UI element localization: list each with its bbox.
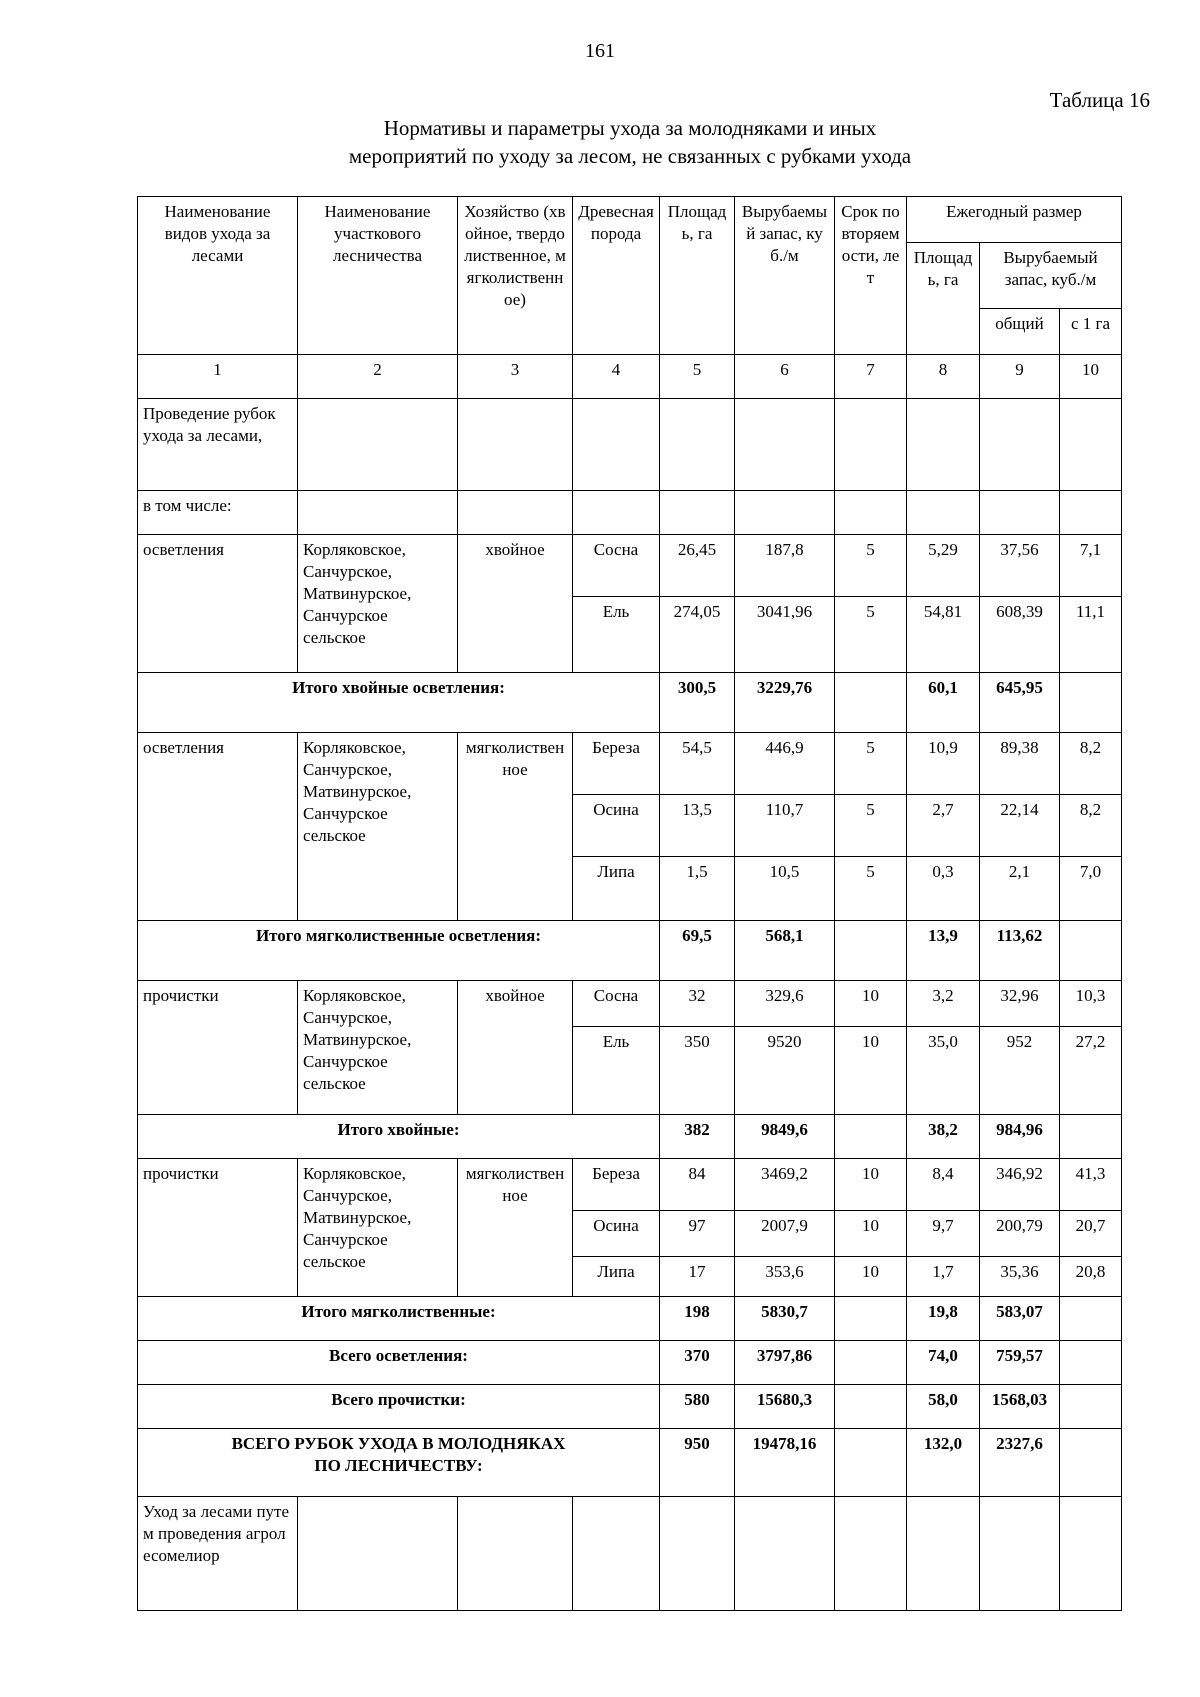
area: 13,5 (660, 795, 735, 857)
care-type: осветления (138, 733, 298, 921)
subtotal-row (138, 1297, 1122, 1341)
subtotal-annual-area: 38,2 (907, 1115, 980, 1159)
subtotal-stock: 3229,76 (735, 673, 835, 733)
subtotal-annual-total: 984,96 (980, 1115, 1060, 1159)
header-care-type: Наименование видов ухода за лесами (138, 197, 298, 355)
per-ha: 41,3 (1060, 1159, 1122, 1211)
subtotal-annual-total: 645,95 (980, 673, 1060, 733)
annual-area: 0,3 (907, 857, 980, 921)
stock: 110,7 (735, 795, 835, 857)
stock: 3469,2 (735, 1159, 835, 1211)
header-per-ha: с 1 га (1060, 309, 1122, 355)
incl-label: в том числе: (138, 491, 298, 535)
total-clean-area: 580 (660, 1385, 735, 1429)
stock: 9520 (735, 1027, 835, 1115)
stock: 329,6 (735, 981, 835, 1027)
col-num: 8 (907, 355, 980, 399)
table-row (138, 981, 1122, 1027)
annual-total: 346,92 (980, 1159, 1060, 1211)
period: 5 (835, 857, 907, 921)
header-area: Площадь, га (660, 197, 735, 355)
species: Береза (573, 733, 660, 795)
stock: 187,8 (735, 535, 835, 597)
col-num: 7 (835, 355, 907, 399)
period: 10 (835, 1257, 907, 1297)
period: 5 (835, 597, 907, 673)
stock: 353,6 (735, 1257, 835, 1297)
subtotal-label: Итого мягколиственные осветления: (138, 921, 660, 981)
column-number-row (138, 355, 1122, 399)
subtotal-label: Итого мягколиственные: (138, 1297, 660, 1341)
intro-row (138, 399, 1122, 491)
grand-total-row (138, 1429, 1122, 1497)
species: Осина (573, 795, 660, 857)
grand-total-stock: 19478,16 (735, 1429, 835, 1497)
annual-area: 10,9 (907, 733, 980, 795)
subtotal-label: Итого хвойные осветления: (138, 673, 660, 733)
header-annual-area: Площадь, га (907, 243, 980, 355)
header-row-1 (138, 197, 1122, 243)
annual-area: 1,7 (907, 1257, 980, 1297)
annual-total: 22,14 (980, 795, 1060, 857)
forestry-names: Корляковское, Санчурское, Матвинурское, Санчурское сельское (298, 1159, 458, 1297)
period: 5 (835, 535, 907, 597)
period: 5 (835, 733, 907, 795)
stock: 3041,96 (735, 597, 835, 673)
per-ha: 27,2 (1060, 1027, 1122, 1115)
subtotal-area: 300,5 (660, 673, 735, 733)
subtotal-row (138, 921, 1122, 981)
forestry-names: Корляковское, Санчурское, Матвинурское, Санчурское сельское (298, 981, 458, 1115)
table-row (138, 733, 1122, 795)
subtotal-area: 69,5 (660, 921, 735, 981)
area: 350 (660, 1027, 735, 1115)
agro-care-label: Уход за лесами путем проведения агролесомелиор (138, 1497, 298, 1611)
title-line-1: Нормативы и параметры ухода за молодняками и иных (383, 116, 877, 140)
col-num: 1 (138, 355, 298, 399)
species: Липа (573, 1257, 660, 1297)
period: 10 (835, 1211, 907, 1257)
table-title (0, 114, 1200, 170)
per-ha: 20,7 (1060, 1211, 1122, 1257)
forest-care-table (137, 196, 1122, 1611)
table-row (138, 535, 1122, 597)
annual-total: 608,39 (980, 597, 1060, 673)
annual-total: 35,36 (980, 1257, 1060, 1297)
per-ha: 8,2 (1060, 733, 1122, 795)
care-type: прочистки (138, 981, 298, 1115)
area: 54,5 (660, 733, 735, 795)
annual-total: 2,1 (980, 857, 1060, 921)
subtotal-stock: 5830,7 (735, 1297, 835, 1341)
area: 84 (660, 1159, 735, 1211)
col-num: 5 (660, 355, 735, 399)
area: 274,05 (660, 597, 735, 673)
col-num: 3 (458, 355, 573, 399)
species: Сосна (573, 981, 660, 1027)
annual-area: 2,7 (907, 795, 980, 857)
incl-row (138, 491, 1122, 535)
col-num: 9 (980, 355, 1060, 399)
page-number: 161 (585, 40, 615, 62)
subtotal-row (138, 673, 1122, 733)
annual-total: 32,96 (980, 981, 1060, 1027)
header-forestry: Наименование участкового лесничества (298, 197, 458, 355)
table-row (138, 1159, 1122, 1211)
per-ha: 20,8 (1060, 1257, 1122, 1297)
table-label: Таблица 16 (1049, 88, 1150, 112)
annual-area: 8,4 (907, 1159, 980, 1211)
grand-total-label-line-2: ПО ЛЕСНИЧЕСТВУ: (314, 1456, 483, 1475)
grand-total-annual-area: 132,0 (907, 1429, 980, 1497)
col-num: 4 (573, 355, 660, 399)
header-annual: Ежегодный размер (907, 197, 1122, 243)
subtotal-stock: 9849,6 (735, 1115, 835, 1159)
total-light-annual-total: 759,57 (980, 1341, 1060, 1385)
annual-area: 5,29 (907, 535, 980, 597)
area: 97 (660, 1211, 735, 1257)
total-clean-label: Всего прочистки: (138, 1385, 660, 1429)
species: Сосна (573, 535, 660, 597)
subtotal-annual-area: 60,1 (907, 673, 980, 733)
subtotal-area: 382 (660, 1115, 735, 1159)
subtotal-annual-area: 13,9 (907, 921, 980, 981)
subtotal-annual-total: 583,07 (980, 1297, 1060, 1341)
species: Ель (573, 597, 660, 673)
annual-area: 9,7 (907, 1211, 980, 1257)
header-species: Древесная порода (573, 197, 660, 355)
annual-total: 200,79 (980, 1211, 1060, 1257)
per-ha: 7,0 (1060, 857, 1122, 921)
subtotal-annual-area: 19,8 (907, 1297, 980, 1341)
per-ha: 7,1 (1060, 535, 1122, 597)
farm-type: хвойное (458, 981, 573, 1115)
annual-total: 37,56 (980, 535, 1060, 597)
farm-type: мягколиственное (458, 733, 573, 921)
per-ha: 11,1 (1060, 597, 1122, 673)
farm-type: мягколиственное (458, 1159, 573, 1297)
forestry-names: Корляковское, Санчурское, Матвинурское, Санчурское сельское (298, 535, 458, 673)
subtotal-annual-total: 113,62 (980, 921, 1060, 981)
header-farm: Хозяйство (хвойное, твердолиственное, мягколиственное) (458, 197, 573, 355)
species: Осина (573, 1211, 660, 1257)
title-line-2: мероприятий по уходу за лесом, не связанных с рубками ухода (348, 144, 912, 168)
period: 5 (835, 795, 907, 857)
period: 10 (835, 981, 907, 1027)
period: 10 (835, 1027, 907, 1115)
farm-type: хвойное (458, 535, 573, 673)
subtotal-stock: 568,1 (735, 921, 835, 981)
header-annual-total: общий (980, 309, 1060, 355)
species: Береза (573, 1159, 660, 1211)
annual-area: 35,0 (907, 1027, 980, 1115)
per-ha: 10,3 (1060, 981, 1122, 1027)
care-type: осветления (138, 535, 298, 673)
subtotal-row (138, 1115, 1122, 1159)
total-row (138, 1385, 1122, 1429)
care-type: прочистки (138, 1159, 298, 1297)
area: 1,5 (660, 857, 735, 921)
total-light-label: Всего осветления: (138, 1341, 660, 1385)
stock: 446,9 (735, 733, 835, 795)
grand-total-area: 950 (660, 1429, 735, 1497)
grand-total-label (138, 1429, 660, 1497)
period: 10 (835, 1159, 907, 1211)
header-annual-stock: Вырубаемый запас, куб./м (980, 243, 1122, 309)
intro-label: Проведение рубок ухода за лесами, (138, 399, 298, 491)
last-row (138, 1497, 1122, 1611)
total-clean-stock: 15680,3 (735, 1385, 835, 1429)
annual-total: 952 (980, 1027, 1060, 1115)
col-num: 6 (735, 355, 835, 399)
total-clean-annual-area: 58,0 (907, 1385, 980, 1429)
total-light-annual-area: 74,0 (907, 1341, 980, 1385)
stock: 10,5 (735, 857, 835, 921)
per-ha: 8,2 (1060, 795, 1122, 857)
area: 26,45 (660, 535, 735, 597)
stock: 2007,9 (735, 1211, 835, 1257)
subtotal-label: Итого хвойные: (138, 1115, 660, 1159)
species: Липа (573, 857, 660, 921)
total-light-area: 370 (660, 1341, 735, 1385)
total-light-stock: 3797,86 (735, 1341, 835, 1385)
species: Ель (573, 1027, 660, 1115)
header-period: Срок повторяемости, лет (835, 197, 907, 355)
col-num: 10 (1060, 355, 1122, 399)
grand-total-label-line-1: ВСЕГО РУБОК УХОДА В МОЛОДНЯКАХ (231, 1434, 566, 1453)
grand-total-annual-total: 2327,6 (980, 1429, 1060, 1497)
header-stock: Вырубаемый запас, куб./м (735, 197, 835, 355)
subtotal-area: 198 (660, 1297, 735, 1341)
area: 32 (660, 981, 735, 1027)
annual-area: 3,2 (907, 981, 980, 1027)
col-num: 2 (298, 355, 458, 399)
total-clean-annual-total: 1568,03 (980, 1385, 1060, 1429)
forestry-names: Корляковское, Санчурское, Матвинурское, Санчурское сельское (298, 733, 458, 921)
annual-total: 89,38 (980, 733, 1060, 795)
total-row (138, 1341, 1122, 1385)
area: 17 (660, 1257, 735, 1297)
annual-area: 54,81 (907, 597, 980, 673)
